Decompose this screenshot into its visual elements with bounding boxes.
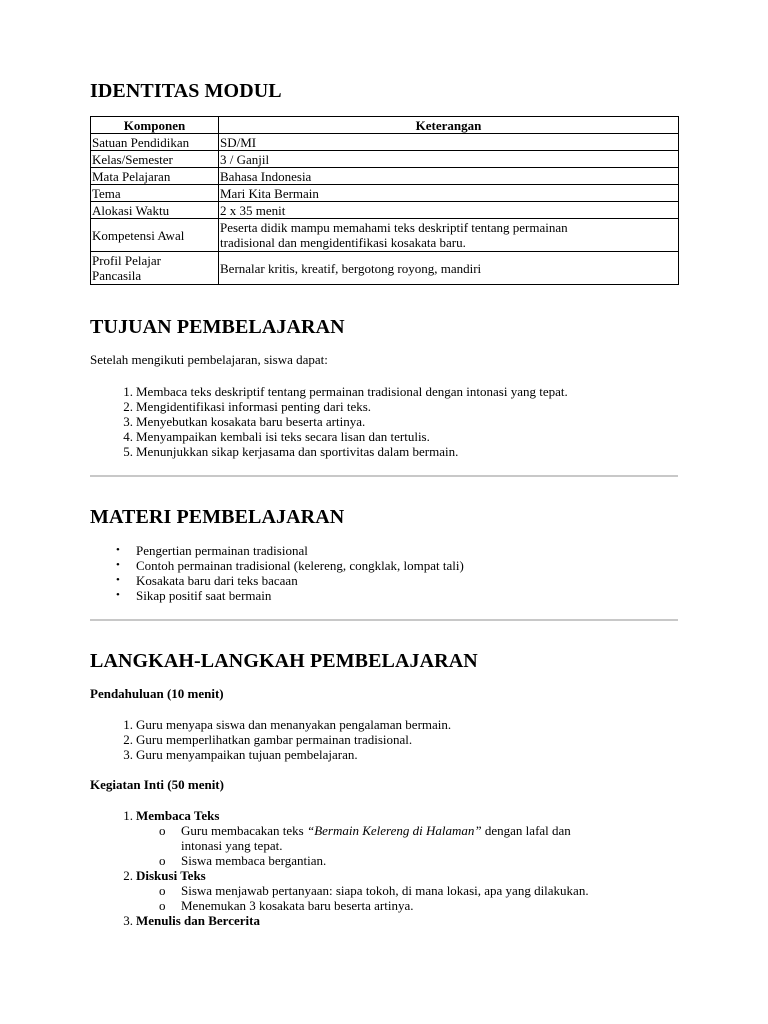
keterangan-line: Peserta didik mampu memahami teks deskriptif tentang permainan	[220, 220, 568, 235]
table-row	[91, 151, 679, 168]
table-row	[91, 168, 679, 185]
list-item: 1. Guru menyapa siswa dan menanyakan pengalaman bermain.	[123, 717, 452, 732]
table-cell-komponen: Kompetensi Awal	[91, 219, 219, 252]
materi-list	[116, 543, 464, 603]
list-item: • Pengertian permainan tradisional	[116, 543, 308, 558]
pendahuluan-title: Pendahuluan (10 menit)	[90, 686, 224, 701]
divider	[90, 475, 678, 477]
tujuan-intro: Setelah mengikuti pembelajaran, siswa dapat:	[90, 352, 328, 367]
list-item: • Contoh permainan tradisional (kelereng, congklak, lompat tali)	[116, 558, 464, 573]
sub-list-item: o Menemukan 3 kosakata baru beserta artinya.	[159, 898, 414, 913]
table-row	[91, 252, 679, 285]
table-header-row	[91, 117, 679, 134]
list-item: 2. Mengidentifikasi informasi penting dari teks.	[123, 399, 372, 414]
list-item: 3. Guru menyampaikan tujuan pembelajaran.	[123, 747, 358, 762]
list-item: 4. Menyampaikan kembali isi teks secara lisan dan tertulis.	[123, 429, 430, 444]
komponen-line: Profil Pelajar	[92, 253, 161, 268]
inti-list	[123, 808, 589, 928]
table-cell-komponen: Alokasi Waktu	[91, 202, 219, 219]
table-cell-komponen: Mata Pelajaran	[91, 168, 219, 185]
table-cell-komponen: Satuan Pendidikan	[91, 134, 219, 151]
table-row	[91, 219, 679, 252]
list-item: 1. Membaca Teks	[123, 808, 220, 823]
list-item: 2. Guru memperlihatkan gambar permainan tradisional.	[123, 732, 413, 747]
section-title-identitas: IDENTITAS MODUL	[90, 80, 282, 102]
divider	[90, 619, 678, 621]
list-item: • Kosakata baru dari teks bacaan	[116, 573, 298, 588]
col-komponen-header: Komponen	[91, 117, 219, 134]
list-item: 3. Menulis dan Bercerita	[123, 913, 260, 928]
table-cell-komponen: Tema	[91, 185, 219, 202]
table-row	[91, 134, 679, 151]
list-item: 1. Membaca teks deskriptif tentang permainan tradisional dengan intonasi yang tepat.	[123, 384, 568, 399]
text-title-italic: “Bermain Kelereng di Halaman”	[306, 823, 482, 838]
sub-list-continuation: intonasi yang tepat.	[181, 838, 283, 853]
identitas-table	[90, 116, 679, 285]
keterangan-line: tradisional dan mengidentifikasi kosakata baru.	[220, 235, 466, 250]
table-cell-keterangan: Bahasa Indonesia	[219, 168, 679, 185]
step-title: Menulis dan Bercerita	[136, 913, 260, 928]
table-row	[91, 202, 679, 219]
step-title: Membaca Teks	[136, 808, 220, 823]
step-title: Diskusi Teks	[136, 868, 206, 883]
table-cell-keterangan	[219, 219, 679, 252]
table-cell-komponen	[91, 252, 219, 285]
sub-list-item: o Guru membacakan teks “Bermain Kelereng di Halaman” dengan lafal dan	[159, 823, 571, 838]
list-item: 3. Menyebutkan kosakata baru beserta artinya.	[123, 414, 366, 429]
list-item: 2. Diskusi Teks	[123, 868, 206, 883]
table-cell-keterangan: Bernalar kritis, kreatif, bergotong royong, mandiri	[219, 252, 679, 285]
pendahuluan-list	[123, 717, 452, 762]
komponen-line: Pancasila	[92, 268, 142, 283]
table-cell-keterangan: SD/MI	[219, 134, 679, 151]
section-title-tujuan: TUJUAN PEMBELAJARAN	[90, 316, 345, 338]
sub-list-item: o Siswa membaca bergantian.	[159, 853, 327, 868]
sub-list-item: o Siswa menjawab pertanyaan: siapa tokoh, di mana lokasi, apa yang dilakukan.	[159, 883, 589, 898]
inti-title: Kegiatan Inti (50 menit)	[90, 777, 224, 792]
table-row	[91, 185, 679, 202]
tujuan-list	[123, 384, 568, 459]
table-cell-keterangan: Mari Kita Bermain	[219, 185, 679, 202]
list-item: • Sikap positif saat bermain	[116, 588, 272, 603]
section-title-materi: MATERI PEMBELAJARAN	[90, 506, 345, 528]
table-cell-keterangan: 3 / Ganjil	[219, 151, 679, 168]
table-cell-keterangan: 2 x 35 menit	[219, 202, 679, 219]
col-keterangan-header: Keterangan	[219, 117, 679, 134]
section-title-langkah: LANGKAH-LANGKAH PEMBELAJARAN	[90, 650, 478, 672]
table-cell-komponen: Kelas/Semester	[91, 151, 219, 168]
list-item: 5. Menunjukkan sikap kerjasama dan sportivitas dalam bermain.	[123, 444, 459, 459]
